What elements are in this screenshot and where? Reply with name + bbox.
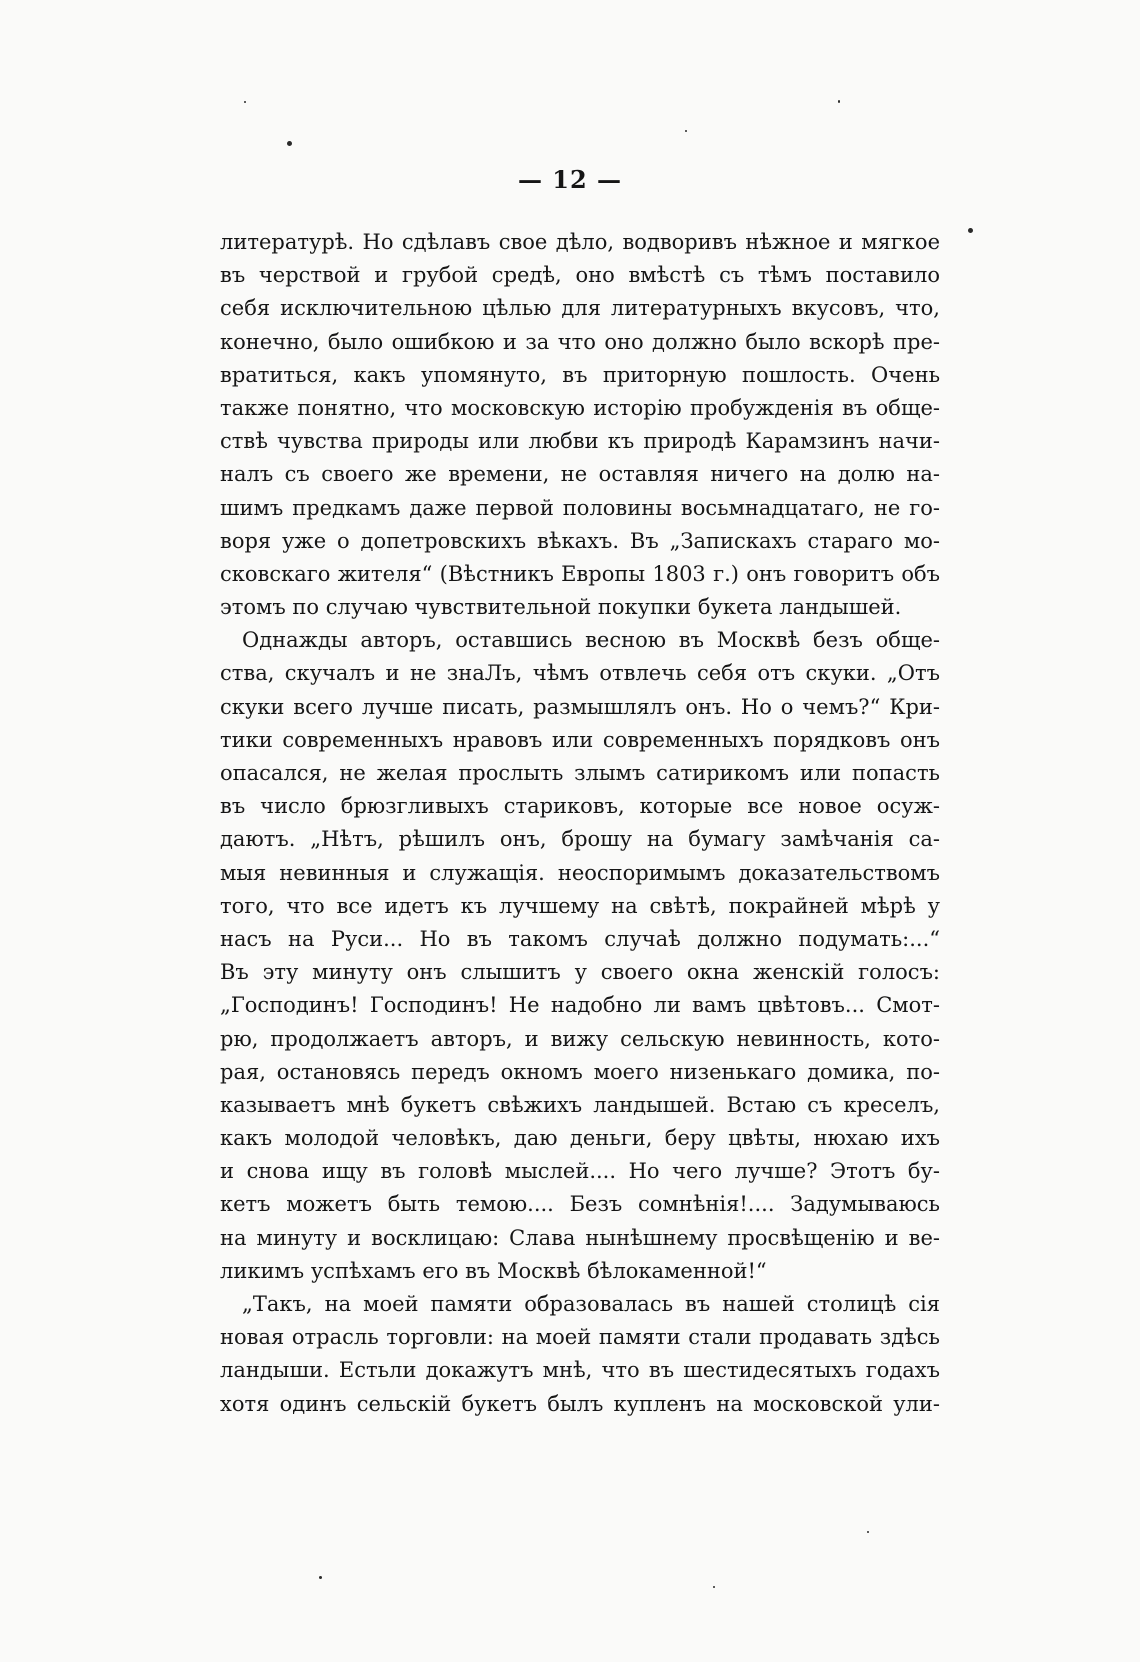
text-line: кетъ можетъ быть темою.... Безъ сомнѣнія!.... Задумываюсь — [220, 1192, 940, 1217]
text-line: рая, остановясь передъ окномъ моего низенькаго домика, по- — [220, 1059, 940, 1084]
scan-speck — [968, 228, 973, 233]
text-line: ствѣ чувства природы или любви къ природѣ Карамзинъ начи- — [220, 429, 940, 454]
text-line: рю, продолжаетъ авторъ, и вижу сельскую невинность, кото- — [220, 1026, 940, 1051]
text-line: Въ эту минуту онъ слышитъ у своего окна женскій голосъ: — [220, 960, 940, 985]
text-line: опасался, не желая прослыть злымъ сатирикомъ или попасть — [220, 761, 940, 785]
scan-speck — [867, 1531, 869, 1533]
text-line: сковскаго жителя“ (Вѣстникъ Европы 1803 г.) онъ говоритъ объ — [220, 561, 940, 586]
text-line: даютъ. „Нѣтъ, рѣшилъ онъ, брошу на бумагу замѣчанія са- — [220, 827, 940, 852]
text-line: также понятно, что московскую исторію пробужденія въ обще- — [220, 395, 940, 420]
text-line: конечно, было ошибкою и за что оно должно было вскорѣ пре- — [220, 329, 940, 354]
text-line: на минуту и восклицаю: Слава нынѣшнему просвѣщенію и ве- — [220, 1225, 940, 1250]
body-text — [220, 226, 940, 1421]
text-line: этомъ по случаю чувствительной покупки букета ландышей. — [220, 595, 902, 620]
text-line: ликимъ успѣхамъ его въ Москвѣ бѣлокаменной!“ — [220, 1258, 767, 1283]
text-line: ландыши. Естьли докажутъ мнѣ, что въ шестидесятыхъ годахъ — [220, 1358, 940, 1383]
text-line: казываетъ мнѣ букетъ свѣжихъ ландышей. Встаю съ креселъ, — [220, 1092, 940, 1117]
text-line: вратиться, какъ упомянуто, въ приторную пошлость. Очень — [220, 362, 940, 387]
scan-speck — [685, 130, 687, 132]
text-line: Однажды авторъ, оставшись весною въ Москвѣ безъ обще- — [242, 628, 940, 653]
text-line: въ число брюзгливыхъ стариковъ, которые все новое осуж- — [220, 794, 940, 819]
scan-speck — [713, 1586, 715, 1588]
text-line: и снова ищу въ головѣ мыслей.... Но чего лучше? Этотъ бу- — [220, 1159, 940, 1184]
text-line: новая отрасль торговли: на моей памяти стали продавать здѣсь — [220, 1325, 940, 1350]
text-line: „Такъ, на моей памяти образовалась въ нашей столицѣ сія — [242, 1292, 940, 1316]
text-line: какъ молодой человѣкъ, даю деньги, беру цвѣты, нюхаю ихъ — [220, 1126, 940, 1151]
scan-speck — [244, 101, 246, 103]
text-line: насъ на Руси... Но въ такомъ случаѣ должно подумать:...“ — [220, 926, 940, 951]
text-line: скуки всего лучше писать, размышлялъ онъ. Но о чемъ?“ Кри- — [220, 694, 940, 719]
text-line: мыя невинныя и служащія. неоспоримымъ доказательствомъ — [220, 860, 940, 885]
text-line: „Господинъ! Господинъ! Не надобно ли вамъ цвѣтовъ... Смот- — [220, 993, 940, 1018]
text-line: ства, скучалъ и не знаЛъ, чѣмъ отвлечь себя отъ скуки. „Отъ — [220, 661, 940, 686]
scan-speck — [287, 141, 292, 146]
scan-speck — [319, 1576, 322, 1579]
text-line: шимъ предкамъ даже первой половины восьмнадцатаго, не го- — [220, 495, 940, 520]
text-line: хотя одинъ сельскій букетъ былъ купленъ на московской ули- — [220, 1391, 940, 1416]
scan-speck — [838, 100, 840, 103]
text-line: въ черствой и грубой средѣ, оно вмѣстѣ съ тѣмъ поставило — [220, 263, 940, 288]
text-line: того, что все идетъ къ лучшему на свѣтѣ, покрайней мѣрѣ у — [220, 893, 940, 918]
text-line: воря уже о допетровскихъ вѣкахъ. Въ „Запискахъ стараго мо- — [220, 528, 940, 553]
text-line: себя исключительною цѣлью для литературныхъ вкусовъ, что, — [220, 296, 940, 321]
page-number: — 12 — — [517, 165, 623, 194]
text-line: тики современныхъ нравовъ или современныхъ порядковъ онъ — [220, 727, 940, 752]
text-line: литературѣ. Но сдѣлавъ свое дѣло, водворивъ нѣжное и мягкое — [220, 230, 940, 254]
text-line: налъ съ своего же времени, не оставляя ничего на долю на- — [220, 462, 940, 487]
